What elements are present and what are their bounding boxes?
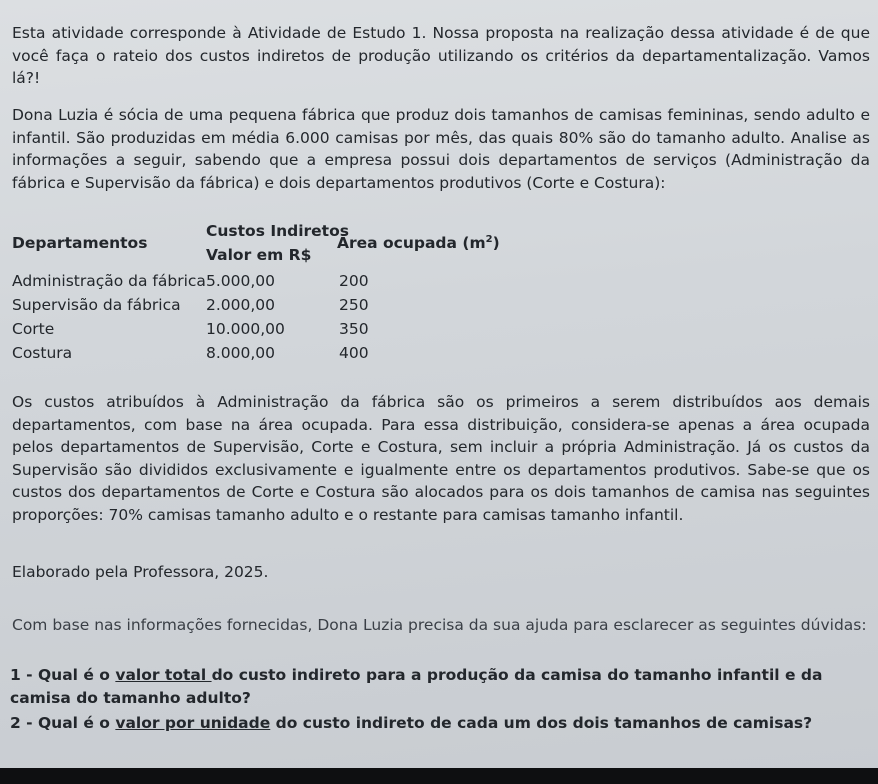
header-cost-line1: Custos Indiretos <box>206 222 349 240</box>
intro-paragraph: Esta atividade corresponde à Atividade de Estudo 1. Nossa proposta na realização dessa atividade é de que você faça o rateio dos custos indiretos de produção utilizando os critérios da departamentalização. Vamos lá?! <box>12 24 870 87</box>
cost-value: 2.000,00 <box>206 296 276 314</box>
department-name: Supervisão da fábrica <box>12 296 181 314</box>
cost-value: 8.000,00 <box>206 344 276 362</box>
question-1-suffix: do custo indireto para a produção da camisa do tamanho infantil e da camisa do tamanho adulto? <box>10 666 823 707</box>
department-name: Administração da fábrica <box>12 272 206 290</box>
area-value: 250 <box>339 296 369 314</box>
source-line: Elaborado pela Professora, 2025. <box>12 563 269 581</box>
table-row <box>12 320 532 344</box>
cost-value: 5.000,00 <box>206 272 276 290</box>
table-row <box>12 344 532 368</box>
header-cost-line2: Valor em R$ <box>206 246 312 264</box>
department-name: Corte <box>12 320 55 338</box>
area-value: 400 <box>339 344 369 362</box>
question-1-prefix: 1 - Qual é o <box>10 666 116 684</box>
context-paragraph: Dona Luzia é sócia de uma pequena fábrica que produz dois tamanhos de camisas femininas, sendo adulto e infantil. São produzidas em média 6.000 camisas por mês, das quais 80% são do tamanho adulto. Analise as informações a seguir, sabendo que a empresa possui dois departamentos de serviços (Administração da fábrica e Supervisão da fábrica) e dois departamentos produtivos (Corte e Costura): <box>12 106 870 192</box>
question-2-underlined: valor por unidade <box>115 714 271 732</box>
header-departments: Departamentos <box>12 234 148 252</box>
question-2-prefix: 2 - Qual é o <box>10 714 116 732</box>
question-2-suffix: do custo indireto de cada um dos dois tamanhos de camisas? <box>270 714 813 732</box>
header-area <box>337 234 500 252</box>
department-name: Costura <box>12 344 73 362</box>
question-1 <box>10 664 872 709</box>
table-row <box>12 296 532 320</box>
table-row <box>12 272 532 296</box>
prompt-paragraph: Com base nas informações fornecidas, Dona Luzia precisa da sua ajuda para esclarecer as seguintes dúvidas: <box>12 616 867 634</box>
header-area-text: Área ocupada (m <box>337 234 486 253</box>
question-1-underlined: valor total <box>115 666 212 684</box>
header-area-sup: 2 <box>485 234 493 245</box>
question-2 <box>10 712 872 735</box>
cost-value: 10.000,00 <box>206 320 285 338</box>
screen-bottom-edge <box>0 768 878 784</box>
rules-paragraph: Os custos atribuídos à Administração da fábrica são os primeiros a serem distribuídos aos demais departamentos, com base na área ocupada. Para essa distribuição, considera-se apenas a área ocupada pelos departamentos de Supervisão, Corte e Costura, sem incluir a própria Administração. Já os custos da Supervisão são divididos exclusivamente e igualmente entre os departamentos produtivos. Sabe-se que os custos dos departamentos de Corte e Costura são alocados para os dois tamanhos de camisa nas seguintes proporções: 70% camisas tamanho adulto e o restante para camisas tamanho infantil. <box>12 393 870 524</box>
area-value: 350 <box>339 320 369 338</box>
area-value: 200 <box>339 272 369 290</box>
header-area-end: ) <box>492 234 500 253</box>
